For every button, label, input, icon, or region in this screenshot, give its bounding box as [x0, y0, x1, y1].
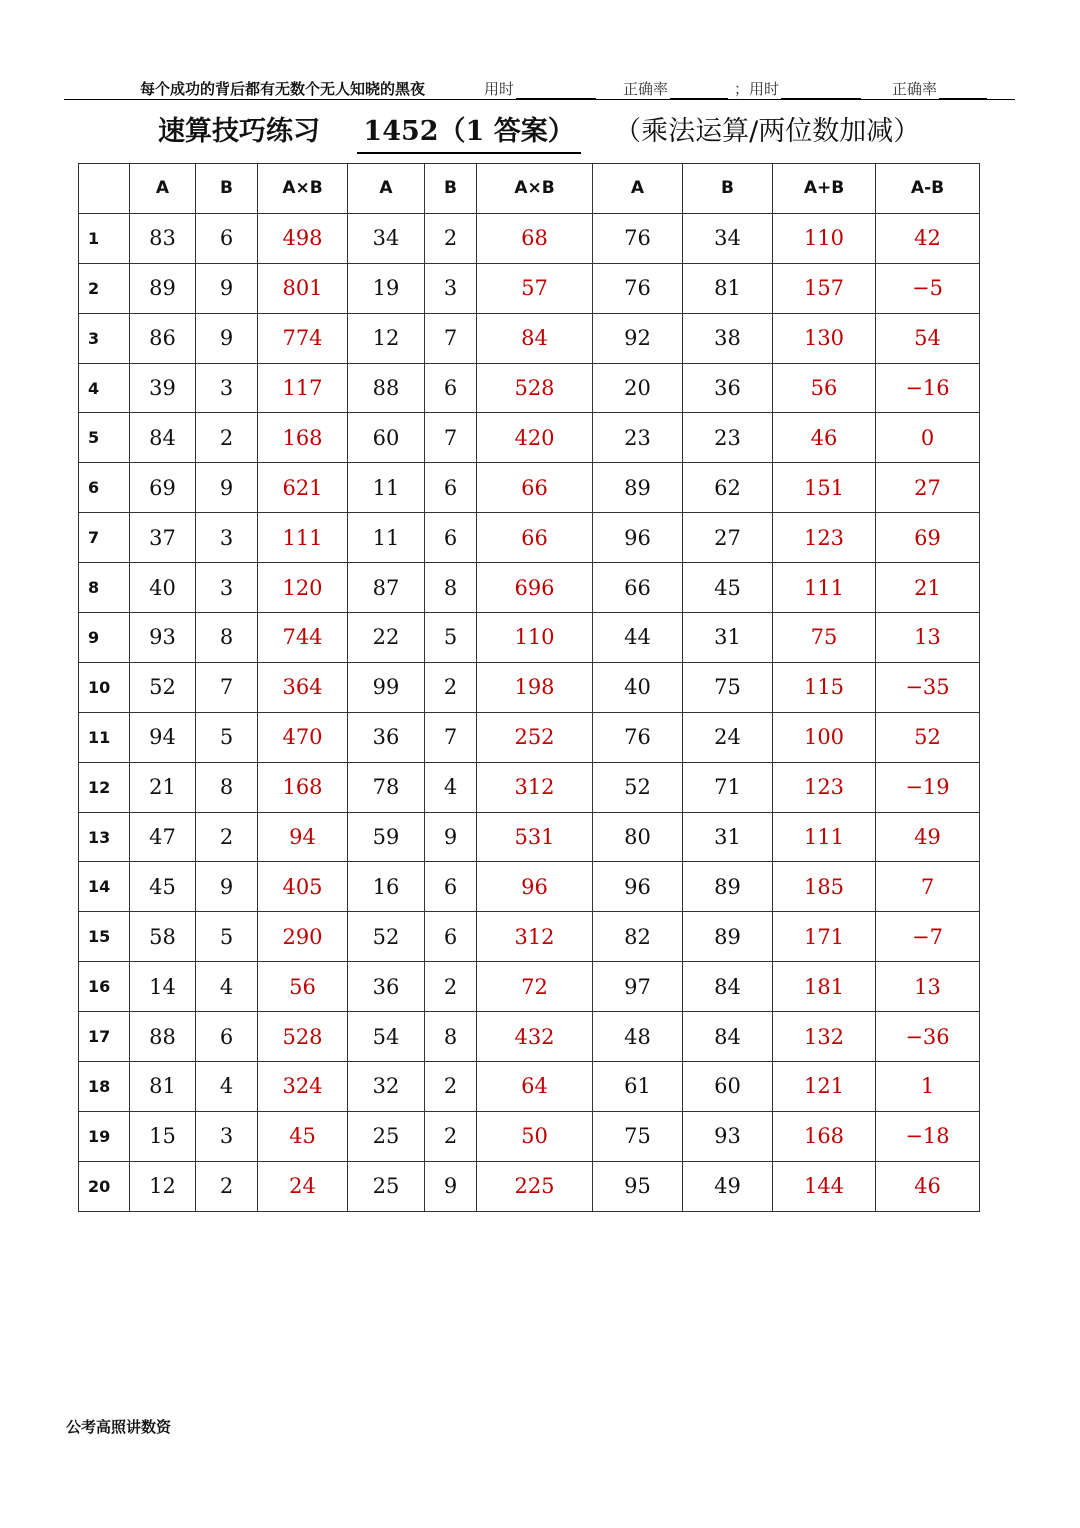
- table-header-row: [79, 164, 980, 214]
- table-row: [79, 1012, 980, 1062]
- b1-cell: 3: [196, 1111, 258, 1161]
- accuracy-field-1: [623, 78, 728, 99]
- row-index: 6: [79, 463, 130, 513]
- column-header-difference: A-B: [876, 164, 980, 214]
- a1-cell: 84: [130, 413, 196, 463]
- table-row: [79, 662, 980, 712]
- sum-cell: 56: [773, 363, 876, 413]
- a3-cell: 96: [593, 862, 683, 912]
- row-index: 9: [79, 613, 130, 663]
- b3-cell: 81: [683, 263, 773, 313]
- b1-cell: 6: [196, 213, 258, 263]
- table-row: [79, 762, 980, 812]
- b1-cell: 5: [196, 912, 258, 962]
- b1-cell: 2: [196, 413, 258, 463]
- table-row: [79, 862, 980, 912]
- table-row: [79, 912, 980, 962]
- accuracy-blank-1: [670, 83, 728, 99]
- product1-cell: 45: [258, 1111, 348, 1161]
- row-index: 20: [79, 1161, 130, 1211]
- sum-cell: 123: [773, 762, 876, 812]
- column-header-index: [79, 164, 130, 214]
- difference-cell: 52: [876, 712, 980, 762]
- a3-cell: 76: [593, 213, 683, 263]
- b3-cell: 31: [683, 613, 773, 663]
- column-header-b3: B: [683, 164, 773, 214]
- column-header-b1: B: [196, 164, 258, 214]
- row-index: 3: [79, 313, 130, 363]
- table-row: [79, 962, 980, 1012]
- a3-cell: 80: [593, 812, 683, 862]
- product2-cell: 432: [477, 1012, 593, 1062]
- b1-cell: 5: [196, 712, 258, 762]
- row-index: 7: [79, 513, 130, 563]
- time-label-1: 用时: [484, 80, 515, 98]
- title-code: 1452（1 答案）: [357, 112, 580, 154]
- a2-cell: 88: [348, 363, 425, 413]
- a3-cell: 40: [593, 662, 683, 712]
- a1-cell: 47: [130, 812, 196, 862]
- b3-cell: 89: [683, 862, 773, 912]
- a1-cell: 69: [130, 463, 196, 513]
- a2-cell: 36: [348, 962, 425, 1012]
- table-body: [79, 213, 980, 1211]
- difference-cell: −7: [876, 912, 980, 962]
- b3-cell: 93: [683, 1111, 773, 1161]
- difference-cell: −35: [876, 662, 980, 712]
- sum-cell: 75: [773, 613, 876, 663]
- title-subtitle: （乘法运算/两位数加减）: [614, 116, 921, 147]
- b2-cell: 4: [425, 762, 477, 812]
- b1-cell: 2: [196, 812, 258, 862]
- b2-cell: 6: [425, 463, 477, 513]
- b2-cell: 2: [425, 213, 477, 263]
- a1-cell: 93: [130, 613, 196, 663]
- a3-cell: 52: [593, 762, 683, 812]
- product1-cell: 528: [258, 1012, 348, 1062]
- table-row: [79, 563, 980, 613]
- product2-cell: 64: [477, 1062, 593, 1112]
- a2-cell: 25: [348, 1161, 425, 1211]
- b3-cell: 89: [683, 912, 773, 962]
- motto: 每个成功的背后都有无数个无人知晓的黑夜: [140, 80, 426, 98]
- product2-cell: 312: [477, 762, 593, 812]
- b3-cell: 84: [683, 962, 773, 1012]
- difference-cell: 13: [876, 613, 980, 663]
- a1-cell: 21: [130, 762, 196, 812]
- a1-cell: 89: [130, 263, 196, 313]
- difference-cell: −18: [876, 1111, 980, 1161]
- a1-cell: 14: [130, 962, 196, 1012]
- b2-cell: 2: [425, 1111, 477, 1161]
- a3-cell: 97: [593, 962, 683, 1012]
- separator: ；: [734, 80, 750, 98]
- table-row: [79, 1111, 980, 1161]
- a2-cell: 99: [348, 662, 425, 712]
- difference-cell: 54: [876, 313, 980, 363]
- sum-cell: 157: [773, 263, 876, 313]
- product2-cell: 420: [477, 413, 593, 463]
- product1-cell: 168: [258, 413, 348, 463]
- a2-cell: 54: [348, 1012, 425, 1062]
- b2-cell: 6: [425, 513, 477, 563]
- difference-cell: 42: [876, 213, 980, 263]
- a1-cell: 86: [130, 313, 196, 363]
- b2-cell: 5: [425, 613, 477, 663]
- sum-cell: 168: [773, 1111, 876, 1161]
- b1-cell: 4: [196, 1062, 258, 1112]
- a3-cell: 92: [593, 313, 683, 363]
- a3-cell: 66: [593, 563, 683, 613]
- a3-cell: 76: [593, 263, 683, 313]
- product1-cell: 405: [258, 862, 348, 912]
- exercise-table: [78, 163, 980, 1212]
- page-title: [158, 112, 920, 152]
- b3-cell: 34: [683, 213, 773, 263]
- a3-cell: 20: [593, 363, 683, 413]
- product1-cell: 621: [258, 463, 348, 513]
- sum-cell: 181: [773, 962, 876, 1012]
- product1-cell: 111: [258, 513, 348, 563]
- a3-cell: 96: [593, 513, 683, 563]
- product1-cell: 120: [258, 563, 348, 613]
- accuracy-field-2: [892, 78, 987, 99]
- product1-cell: 801: [258, 263, 348, 313]
- row-index: 15: [79, 912, 130, 962]
- sum-cell: 121: [773, 1062, 876, 1112]
- product2-cell: 252: [477, 712, 593, 762]
- column-header-a2: A: [348, 164, 425, 214]
- b3-cell: 75: [683, 662, 773, 712]
- product2-cell: 68: [477, 213, 593, 263]
- b3-cell: 38: [683, 313, 773, 363]
- product1-cell: 168: [258, 762, 348, 812]
- table-row: [79, 363, 980, 413]
- a3-cell: 75: [593, 1111, 683, 1161]
- b3-cell: 27: [683, 513, 773, 563]
- header-divider: [64, 99, 1015, 100]
- product2-cell: 50: [477, 1111, 593, 1161]
- a1-cell: 58: [130, 912, 196, 962]
- b1-cell: 4: [196, 962, 258, 1012]
- product1-cell: 324: [258, 1062, 348, 1112]
- column-header-a3: A: [593, 164, 683, 214]
- a2-cell: 87: [348, 563, 425, 613]
- table-row: [79, 712, 980, 762]
- row-index: 12: [79, 762, 130, 812]
- row-index: 19: [79, 1111, 130, 1161]
- accuracy-label-2: 正确率: [892, 80, 938, 98]
- difference-cell: −36: [876, 1012, 980, 1062]
- column-header-sum: A+B: [773, 164, 876, 214]
- a2-cell: 11: [348, 463, 425, 513]
- b2-cell: 3: [425, 263, 477, 313]
- b2-cell: 7: [425, 712, 477, 762]
- a2-cell: 78: [348, 762, 425, 812]
- table-row: [79, 812, 980, 862]
- time-field-1: [484, 78, 596, 99]
- product1-cell: 744: [258, 613, 348, 663]
- b2-cell: 7: [425, 313, 477, 363]
- accuracy-blank-2: [939, 83, 987, 99]
- product1-cell: 364: [258, 662, 348, 712]
- b3-cell: 84: [683, 1012, 773, 1062]
- product2-cell: 110: [477, 613, 593, 663]
- difference-cell: 69: [876, 513, 980, 563]
- sum-cell: 185: [773, 862, 876, 912]
- b2-cell: 9: [425, 812, 477, 862]
- a2-cell: 52: [348, 912, 425, 962]
- row-index: 17: [79, 1012, 130, 1062]
- column-header-product2: A×B: [477, 164, 593, 214]
- b1-cell: 9: [196, 862, 258, 912]
- a3-cell: 95: [593, 1161, 683, 1211]
- b2-cell: 7: [425, 413, 477, 463]
- row-index: 10: [79, 662, 130, 712]
- a2-cell: 60: [348, 413, 425, 463]
- accuracy-label-1: 正确率: [623, 80, 669, 98]
- product2-cell: 531: [477, 812, 593, 862]
- a1-cell: 37: [130, 513, 196, 563]
- sum-cell: 144: [773, 1161, 876, 1211]
- b1-cell: 3: [196, 563, 258, 613]
- b3-cell: 31: [683, 812, 773, 862]
- a2-cell: 32: [348, 1062, 425, 1112]
- b1-cell: 3: [196, 363, 258, 413]
- a1-cell: 83: [130, 213, 196, 263]
- sum-cell: 123: [773, 513, 876, 563]
- sum-cell: 115: [773, 662, 876, 712]
- column-header-a1: A: [130, 164, 196, 214]
- a3-cell: 76: [593, 712, 683, 762]
- product2-cell: 72: [477, 962, 593, 1012]
- a1-cell: 94: [130, 712, 196, 762]
- b1-cell: 9: [196, 263, 258, 313]
- difference-cell: −16: [876, 363, 980, 413]
- row-index: 16: [79, 962, 130, 1012]
- sum-cell: 151: [773, 463, 876, 513]
- table-row: [79, 263, 980, 313]
- b3-cell: 60: [683, 1062, 773, 1112]
- product1-cell: 774: [258, 313, 348, 363]
- a3-cell: 89: [593, 463, 683, 513]
- b1-cell: 9: [196, 463, 258, 513]
- product2-cell: 66: [477, 513, 593, 563]
- a2-cell: 19: [348, 263, 425, 313]
- a2-cell: 36: [348, 712, 425, 762]
- sum-cell: 171: [773, 912, 876, 962]
- difference-cell: −5: [876, 263, 980, 313]
- a1-cell: 40: [130, 563, 196, 613]
- a3-cell: 61: [593, 1062, 683, 1112]
- b1-cell: 3: [196, 513, 258, 563]
- product2-cell: 84: [477, 313, 593, 363]
- b1-cell: 9: [196, 313, 258, 363]
- table-row: [79, 413, 980, 463]
- product1-cell: 470: [258, 712, 348, 762]
- b2-cell: 9: [425, 1161, 477, 1211]
- a3-cell: 82: [593, 912, 683, 962]
- sum-cell: 130: [773, 313, 876, 363]
- row-index: 13: [79, 812, 130, 862]
- column-header-product1: A×B: [258, 164, 348, 214]
- a1-cell: 88: [130, 1012, 196, 1062]
- product1-cell: 117: [258, 363, 348, 413]
- b2-cell: 2: [425, 1062, 477, 1112]
- row-index: 11: [79, 712, 130, 762]
- a2-cell: 16: [348, 862, 425, 912]
- sum-cell: 111: [773, 563, 876, 613]
- a1-cell: 81: [130, 1062, 196, 1112]
- a1-cell: 52: [130, 662, 196, 712]
- time-blank-2: [781, 83, 861, 99]
- difference-cell: −19: [876, 762, 980, 812]
- product2-cell: 198: [477, 662, 593, 712]
- product2-cell: 696: [477, 563, 593, 613]
- row-index: 4: [79, 363, 130, 413]
- header-line: [66, 76, 1016, 100]
- b3-cell: 23: [683, 413, 773, 463]
- table-row: [79, 463, 980, 513]
- a3-cell: 48: [593, 1012, 683, 1062]
- row-index: 14: [79, 862, 130, 912]
- a2-cell: 25: [348, 1111, 425, 1161]
- b3-cell: 49: [683, 1161, 773, 1211]
- difference-cell: 7: [876, 862, 980, 912]
- product2-cell: 66: [477, 463, 593, 513]
- a1-cell: 15: [130, 1111, 196, 1161]
- title-main: 速算技巧练习: [158, 116, 320, 147]
- product2-cell: 225: [477, 1161, 593, 1211]
- a2-cell: 34: [348, 213, 425, 263]
- table-row: [79, 613, 980, 663]
- b3-cell: 24: [683, 712, 773, 762]
- table-row: [79, 1062, 980, 1112]
- product1-cell: 24: [258, 1161, 348, 1211]
- a2-cell: 22: [348, 613, 425, 663]
- column-header-b2: B: [425, 164, 477, 214]
- table-row: [79, 313, 980, 363]
- product2-cell: 57: [477, 263, 593, 313]
- difference-cell: 21: [876, 563, 980, 613]
- a3-cell: 44: [593, 613, 683, 663]
- sum-cell: 46: [773, 413, 876, 463]
- product1-cell: 498: [258, 213, 348, 263]
- a2-cell: 11: [348, 513, 425, 563]
- b1-cell: 6: [196, 1012, 258, 1062]
- b2-cell: 6: [425, 862, 477, 912]
- a1-cell: 45: [130, 862, 196, 912]
- b2-cell: 8: [425, 563, 477, 613]
- time-label-2: 用时: [749, 80, 780, 98]
- table-row: [79, 213, 980, 263]
- difference-cell: 0: [876, 413, 980, 463]
- product1-cell: 94: [258, 812, 348, 862]
- a2-cell: 59: [348, 812, 425, 862]
- product2-cell: 312: [477, 912, 593, 962]
- difference-cell: 1: [876, 1062, 980, 1112]
- row-index: 1: [79, 213, 130, 263]
- b1-cell: 8: [196, 613, 258, 663]
- time-field-2: [734, 78, 861, 99]
- difference-cell: 46: [876, 1161, 980, 1211]
- product1-cell: 56: [258, 962, 348, 1012]
- b1-cell: 2: [196, 1161, 258, 1211]
- b2-cell: 8: [425, 1012, 477, 1062]
- footer-source: 公考高照讲数资: [66, 1418, 172, 1436]
- difference-cell: 27: [876, 463, 980, 513]
- time-blank-1: [516, 83, 596, 99]
- b2-cell: 2: [425, 962, 477, 1012]
- sum-cell: 111: [773, 812, 876, 862]
- row-index: 8: [79, 563, 130, 613]
- row-index: 5: [79, 413, 130, 463]
- b2-cell: 6: [425, 363, 477, 413]
- b2-cell: 2: [425, 662, 477, 712]
- sum-cell: 100: [773, 712, 876, 762]
- b3-cell: 62: [683, 463, 773, 513]
- table-row: [79, 513, 980, 563]
- b3-cell: 71: [683, 762, 773, 812]
- a2-cell: 12: [348, 313, 425, 363]
- product2-cell: 528: [477, 363, 593, 413]
- difference-cell: 13: [876, 962, 980, 1012]
- b2-cell: 6: [425, 912, 477, 962]
- b1-cell: 7: [196, 662, 258, 712]
- sum-cell: 110: [773, 213, 876, 263]
- sum-cell: 132: [773, 1012, 876, 1062]
- b3-cell: 45: [683, 563, 773, 613]
- a1-cell: 39: [130, 363, 196, 413]
- product2-cell: 96: [477, 862, 593, 912]
- a3-cell: 23: [593, 413, 683, 463]
- product1-cell: 290: [258, 912, 348, 962]
- table-row: [79, 1161, 980, 1211]
- a1-cell: 12: [130, 1161, 196, 1211]
- row-index: 2: [79, 263, 130, 313]
- difference-cell: 49: [876, 812, 980, 862]
- b3-cell: 36: [683, 363, 773, 413]
- row-index: 18: [79, 1062, 130, 1112]
- b1-cell: 8: [196, 762, 258, 812]
